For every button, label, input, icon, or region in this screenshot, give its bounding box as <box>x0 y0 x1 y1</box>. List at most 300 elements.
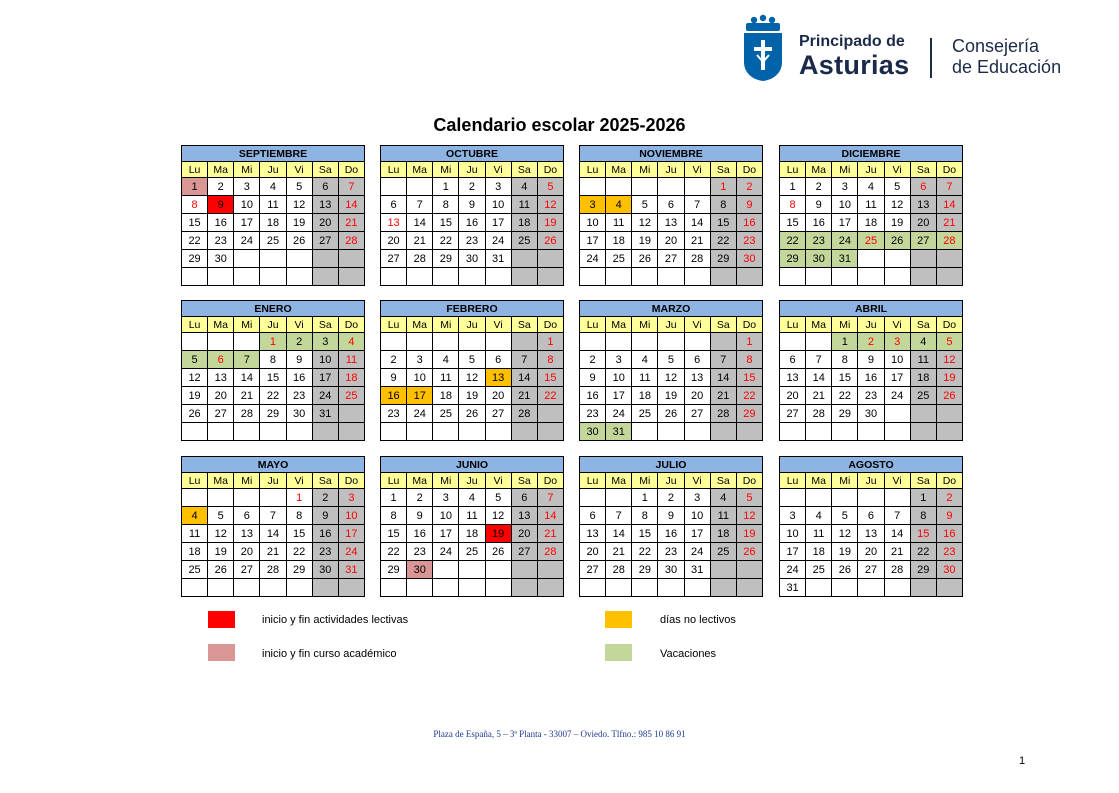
day-cell: 13 <box>858 525 884 543</box>
empty-cell <box>606 579 632 597</box>
day-cell: 17 <box>832 214 858 232</box>
empty-cell <box>459 579 485 597</box>
weekday-label: Vi <box>485 162 511 178</box>
weekday-label: Sa <box>511 473 537 489</box>
weekday-label: Ma <box>208 473 234 489</box>
day-cell: 11 <box>710 507 736 525</box>
day-cell: 21 <box>407 232 433 250</box>
weekday-label: Lu <box>182 317 208 333</box>
weekday-label: Ju <box>658 473 684 489</box>
empty-cell <box>684 333 710 351</box>
empty-cell <box>736 268 762 286</box>
day-cell: 11 <box>433 369 459 387</box>
weekday-label: Mi <box>832 162 858 178</box>
day-cell: 26 <box>658 405 684 423</box>
weekday-label: Sa <box>312 162 338 178</box>
weekday-label: Ju <box>658 162 684 178</box>
day-cell: 23 <box>286 387 312 405</box>
weekday-label: Lu <box>580 162 606 178</box>
day-cell: 8 <box>286 507 312 525</box>
day-cell: 11 <box>606 214 632 232</box>
empty-cell <box>511 579 537 597</box>
day-cell: 24 <box>485 232 511 250</box>
day-cell: 5 <box>459 351 485 369</box>
day-cell: 30 <box>286 405 312 423</box>
weekday-label: Mi <box>234 317 260 333</box>
day-cell: 13 <box>684 369 710 387</box>
day-cell: 24 <box>780 561 806 579</box>
weekday-label: Ju <box>459 317 485 333</box>
weekday-label: Lu <box>381 317 407 333</box>
month-febrero <box>380 300 564 441</box>
day-cell: 14 <box>537 507 563 525</box>
day-cell: 3 <box>485 178 511 196</box>
empty-cell <box>884 268 910 286</box>
page-title: Calendario escolar 2025-2026 <box>433 115 686 135</box>
day-cell: 9 <box>858 351 884 369</box>
empty-cell <box>459 268 485 286</box>
day-cell: 19 <box>459 387 485 405</box>
weekday-label: Ju <box>260 473 286 489</box>
empty-cell <box>858 489 884 507</box>
day-cell: 25 <box>632 405 658 423</box>
day-cell: 30 <box>658 561 684 579</box>
day-cell: 9 <box>407 507 433 525</box>
legend-swatch-curso <box>208 644 235 661</box>
empty-cell <box>338 268 364 286</box>
day-cell: 22 <box>537 387 563 405</box>
day-cell: 3 <box>407 351 433 369</box>
day-cell: 13 <box>208 369 234 387</box>
day-cell: 1 <box>182 178 208 196</box>
day-cell: 5 <box>832 507 858 525</box>
weekday-label: Ma <box>208 162 234 178</box>
day-cell: 9 <box>580 369 606 387</box>
day-cell: 17 <box>684 525 710 543</box>
empty-cell <box>511 250 537 268</box>
empty-cell <box>208 423 234 441</box>
weekday-label: Do <box>736 317 762 333</box>
empty-cell <box>858 250 884 268</box>
day-cell: 26 <box>485 543 511 561</box>
day-cell: 22 <box>632 543 658 561</box>
day-cell: 26 <box>208 561 234 579</box>
day-cell: 30 <box>407 561 433 579</box>
weekday-label: Do <box>936 473 962 489</box>
empty-cell <box>910 268 936 286</box>
day-cell: 23 <box>407 543 433 561</box>
day-cell: 9 <box>736 196 762 214</box>
day-cell: 17 <box>433 525 459 543</box>
day-cell: 24 <box>407 405 433 423</box>
day-cell: 7 <box>537 489 563 507</box>
day-cell: 14 <box>407 214 433 232</box>
day-cell: 29 <box>632 561 658 579</box>
day-cell: 9 <box>936 507 962 525</box>
day-cell: 4 <box>182 507 208 525</box>
day-cell: 29 <box>736 405 762 423</box>
empty-cell <box>832 579 858 597</box>
empty-cell <box>632 178 658 196</box>
empty-cell <box>832 489 858 507</box>
day-cell: 18 <box>338 369 364 387</box>
weekday-label: Lu <box>580 317 606 333</box>
empty-cell <box>632 579 658 597</box>
day-cell: 26 <box>936 387 962 405</box>
day-cell: 21 <box>260 543 286 561</box>
empty-cell <box>884 423 910 441</box>
day-cell: 15 <box>537 369 563 387</box>
empty-cell <box>234 250 260 268</box>
empty-cell <box>208 333 234 351</box>
weekday-label: Ju <box>858 162 884 178</box>
empty-cell <box>684 423 710 441</box>
empty-cell <box>710 268 736 286</box>
day-cell: 30 <box>806 250 832 268</box>
weekday-label: Do <box>736 162 762 178</box>
empty-cell <box>234 579 260 597</box>
legend-label-curso: inicio y fin curso académico <box>262 648 397 660</box>
empty-cell <box>658 579 684 597</box>
weekday-label: Do <box>736 473 762 489</box>
day-cell: 10 <box>433 507 459 525</box>
day-cell: 27 <box>234 561 260 579</box>
weekday-label: Sa <box>910 317 936 333</box>
empty-cell <box>537 423 563 441</box>
day-cell: 17 <box>580 232 606 250</box>
weekday-label: Mi <box>632 317 658 333</box>
weekday-label: Ma <box>806 473 832 489</box>
day-cell: 13 <box>658 214 684 232</box>
empty-cell <box>312 423 338 441</box>
day-cell: 26 <box>537 232 563 250</box>
empty-cell <box>407 423 433 441</box>
day-cell: 27 <box>658 250 684 268</box>
day-cell: 12 <box>658 369 684 387</box>
day-cell: 13 <box>381 214 407 232</box>
day-cell: 8 <box>910 507 936 525</box>
day-cell: 23 <box>312 543 338 561</box>
day-cell: 7 <box>234 351 260 369</box>
weekday-label: Ma <box>606 473 632 489</box>
empty-cell <box>858 423 884 441</box>
day-cell: 10 <box>684 507 710 525</box>
day-cell: 15 <box>710 214 736 232</box>
day-cell: 21 <box>710 387 736 405</box>
empty-cell <box>433 579 459 597</box>
day-cell: 27 <box>580 561 606 579</box>
day-cell: 3 <box>884 333 910 351</box>
day-cell: 21 <box>936 214 962 232</box>
empty-cell <box>832 423 858 441</box>
month-septiembre <box>181 145 365 286</box>
day-cell: 20 <box>780 387 806 405</box>
crest-icon <box>740 14 786 82</box>
day-cell: 12 <box>208 525 234 543</box>
day-cell: 9 <box>208 196 234 214</box>
day-cell: 7 <box>710 351 736 369</box>
day-cell: 2 <box>208 178 234 196</box>
day-cell: 10 <box>580 214 606 232</box>
weekday-label: Vi <box>684 473 710 489</box>
day-cell: 10 <box>234 196 260 214</box>
day-cell: 10 <box>884 351 910 369</box>
empty-cell <box>312 579 338 597</box>
day-cell: 29 <box>381 561 407 579</box>
day-cell: 23 <box>806 232 832 250</box>
day-cell: 27 <box>910 232 936 250</box>
weekday-label: Ju <box>260 317 286 333</box>
day-cell: 2 <box>658 489 684 507</box>
day-cell: 2 <box>580 351 606 369</box>
day-cell: 4 <box>858 178 884 196</box>
day-cell: 26 <box>182 405 208 423</box>
empty-cell <box>684 268 710 286</box>
day-cell: 3 <box>580 196 606 214</box>
day-cell: 25 <box>459 543 485 561</box>
day-cell: 5 <box>182 351 208 369</box>
weekday-label: Mi <box>632 162 658 178</box>
empty-cell <box>580 333 606 351</box>
day-cell: 15 <box>780 214 806 232</box>
day-cell: 6 <box>312 178 338 196</box>
day-cell: 8 <box>780 196 806 214</box>
day-cell: 17 <box>407 387 433 405</box>
day-cell: 24 <box>606 405 632 423</box>
empty-cell <box>459 423 485 441</box>
empty-cell <box>537 405 563 423</box>
day-cell: 4 <box>511 178 537 196</box>
empty-cell <box>606 268 632 286</box>
empty-cell <box>606 178 632 196</box>
day-cell: 21 <box>806 387 832 405</box>
empty-cell <box>780 333 806 351</box>
day-cell: 5 <box>485 489 511 507</box>
empty-cell <box>910 250 936 268</box>
empty-cell <box>658 178 684 196</box>
day-cell: 23 <box>208 232 234 250</box>
weekday-label: Mi <box>433 317 459 333</box>
day-cell: 6 <box>780 351 806 369</box>
day-cell: 26 <box>459 405 485 423</box>
day-cell: 16 <box>286 369 312 387</box>
day-cell: 26 <box>832 561 858 579</box>
day-cell: 7 <box>936 178 962 196</box>
weekday-label: Sa <box>511 317 537 333</box>
day-cell: 20 <box>684 387 710 405</box>
weekday-label: Lu <box>182 473 208 489</box>
day-cell: 15 <box>832 369 858 387</box>
day-cell: 17 <box>312 369 338 387</box>
day-cell: 13 <box>780 369 806 387</box>
day-cell: 19 <box>485 525 511 543</box>
day-cell: 28 <box>710 405 736 423</box>
day-cell: 4 <box>433 351 459 369</box>
day-cell: 11 <box>806 525 832 543</box>
day-cell: 30 <box>858 405 884 423</box>
day-cell: 2 <box>286 333 312 351</box>
day-cell: 19 <box>208 543 234 561</box>
empty-cell <box>780 489 806 507</box>
day-cell: 23 <box>736 232 762 250</box>
header-logo <box>740 14 1100 84</box>
day-cell: 31 <box>832 250 858 268</box>
page-number: 1 <box>1019 755 1026 767</box>
day-cell: 22 <box>710 232 736 250</box>
day-cell: 11 <box>910 351 936 369</box>
empty-cell <box>338 579 364 597</box>
empty-cell <box>658 268 684 286</box>
day-cell: 18 <box>632 387 658 405</box>
day-cell: 19 <box>537 214 563 232</box>
weekday-label: Sa <box>511 162 537 178</box>
day-cell: 8 <box>260 351 286 369</box>
day-cell: 9 <box>806 196 832 214</box>
day-cell: 14 <box>338 196 364 214</box>
day-cell: 22 <box>910 543 936 561</box>
day-cell: 19 <box>658 387 684 405</box>
weekday-label: Mi <box>832 473 858 489</box>
day-cell: 26 <box>736 543 762 561</box>
empty-cell <box>780 423 806 441</box>
day-cell: 20 <box>511 525 537 543</box>
empty-cell <box>832 268 858 286</box>
empty-cell <box>806 489 832 507</box>
empty-cell <box>234 489 260 507</box>
empty-cell <box>806 423 832 441</box>
day-cell: 21 <box>234 387 260 405</box>
empty-cell <box>182 579 208 597</box>
empty-cell <box>580 489 606 507</box>
weekday-label: Vi <box>884 162 910 178</box>
weekday-label: Ma <box>806 317 832 333</box>
institution-line2: Asturias <box>799 50 910 80</box>
day-cell: 25 <box>710 543 736 561</box>
weekday-label: Ma <box>606 317 632 333</box>
weekday-label: Ma <box>407 317 433 333</box>
empty-cell <box>260 579 286 597</box>
day-cell: 1 <box>832 333 858 351</box>
empty-cell <box>381 268 407 286</box>
day-cell: 7 <box>511 351 537 369</box>
day-cell: 15 <box>182 214 208 232</box>
weekday-label: Sa <box>710 162 736 178</box>
day-cell: 18 <box>459 525 485 543</box>
header-divider <box>930 38 932 78</box>
empty-cell <box>286 268 312 286</box>
empty-cell <box>606 333 632 351</box>
day-cell: 8 <box>736 351 762 369</box>
day-cell: 15 <box>632 525 658 543</box>
empty-cell <box>182 268 208 286</box>
month-junio <box>380 456 564 597</box>
empty-cell <box>710 561 736 579</box>
day-cell: 20 <box>910 214 936 232</box>
day-cell: 21 <box>684 232 710 250</box>
empty-cell <box>910 579 936 597</box>
empty-cell <box>606 489 632 507</box>
weekday-label: Mi <box>433 473 459 489</box>
day-cell: 27 <box>780 405 806 423</box>
day-cell: 6 <box>684 351 710 369</box>
day-cell: 6 <box>234 507 260 525</box>
empty-cell <box>710 333 736 351</box>
day-cell: 11 <box>338 351 364 369</box>
day-cell: 30 <box>736 250 762 268</box>
day-cell: 26 <box>632 250 658 268</box>
empty-cell <box>580 579 606 597</box>
day-cell: 18 <box>710 525 736 543</box>
month-octubre <box>380 145 564 286</box>
day-cell: 25 <box>910 387 936 405</box>
day-cell: 14 <box>710 369 736 387</box>
empty-cell <box>286 423 312 441</box>
day-cell: 24 <box>580 250 606 268</box>
weekday-label: Lu <box>580 473 606 489</box>
day-cell: 25 <box>858 232 884 250</box>
day-cell: 7 <box>806 351 832 369</box>
day-cell: 23 <box>381 405 407 423</box>
department-line1: Consejería <box>952 36 1040 56</box>
legend-swatch-start <box>208 611 235 628</box>
day-cell: 28 <box>407 250 433 268</box>
weekday-label: Vi <box>485 317 511 333</box>
legend-swatch-nolect <box>605 611 632 628</box>
day-cell: 24 <box>832 232 858 250</box>
day-cell: 15 <box>433 214 459 232</box>
empty-cell <box>260 250 286 268</box>
day-cell: 13 <box>485 369 511 387</box>
day-cell: 31 <box>780 579 806 597</box>
month-enero <box>181 300 365 441</box>
day-cell: 5 <box>658 351 684 369</box>
day-cell: 5 <box>632 196 658 214</box>
day-cell: 16 <box>312 525 338 543</box>
weekday-label: Ma <box>407 473 433 489</box>
day-cell: 19 <box>286 214 312 232</box>
empty-cell <box>710 579 736 597</box>
weekday-label: Ma <box>806 162 832 178</box>
weekday-label: Ju <box>260 162 286 178</box>
day-cell: 16 <box>858 369 884 387</box>
day-cell: 25 <box>806 561 832 579</box>
empty-cell <box>910 405 936 423</box>
day-cell: 7 <box>338 178 364 196</box>
day-cell: 19 <box>632 232 658 250</box>
empty-cell <box>632 423 658 441</box>
weekday-label: Lu <box>381 473 407 489</box>
day-cell: 25 <box>606 250 632 268</box>
empty-cell <box>632 268 658 286</box>
day-cell: 27 <box>208 405 234 423</box>
day-cell: 8 <box>537 351 563 369</box>
day-cell: 28 <box>511 405 537 423</box>
month-marzo <box>579 300 763 441</box>
legend-swatch-vac <box>605 644 632 661</box>
empty-cell <box>736 561 762 579</box>
day-cell: 27 <box>684 405 710 423</box>
day-cell: 21 <box>511 387 537 405</box>
day-cell: 12 <box>537 196 563 214</box>
day-cell: 13 <box>234 525 260 543</box>
day-cell: 20 <box>312 214 338 232</box>
day-cell: 29 <box>710 250 736 268</box>
day-cell: 3 <box>780 507 806 525</box>
empty-cell <box>459 561 485 579</box>
empty-cell <box>858 268 884 286</box>
weekday-label: Vi <box>684 317 710 333</box>
month-name: JULIO <box>580 457 763 473</box>
